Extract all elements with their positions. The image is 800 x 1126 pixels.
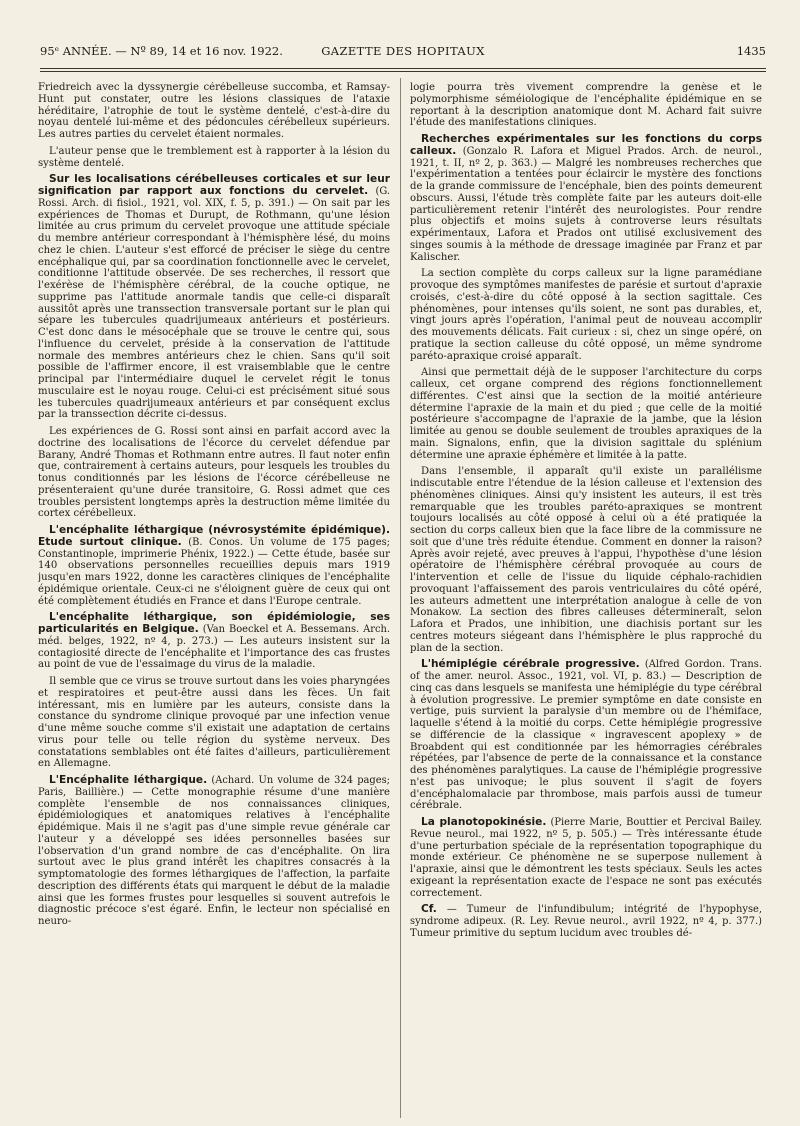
article-paragraph — [38, 612, 390, 671]
article-body: Très intéressante étude d'une perturbation spéciale de la représentation topographique du monde extérieur. Ce phénomène ne se superpose nullement à l'apraxie, ainsi que le démontrent les tests spéciaux. Seuls les actes exigeant la représentation exacte de l'espace ne sont pas exécutés correctement. — [410, 828, 762, 899]
article-paragraph — [38, 174, 390, 421]
article-paragraph — [410, 904, 762, 939]
article-body: Les auteurs insistent sur la contagiosité directe de l'encéphalite et l'importance des cas frustes au point de vue de l'essaimage du virus de la maladie. — [38, 635, 390, 671]
article-heading: L'hémiplégie cérébrale progressive. — [421, 658, 640, 671]
article-reference: — Tumeur de l'infundibulum; intégrité de l'hypophyse, syndrome adipeux. (R. Ley. Revue neurol., avril 1922, nº 4, p. 377.) — [410, 904, 762, 927]
article-reference: (B. Conos. Un volume de 175 pages; Constantinople, imprimerie Phénix, 1922.) — — [38, 536, 390, 560]
article-reference: (G. Rossi. Arch. di fisiol., 1921, vol. XIX, f. 5, p. 391.) — — [38, 186, 390, 209]
article-paragraph: Il semble que ce virus se trouve surtout dans les voies pharyngées et respiratoires et peut-être aussi dans les fèces. Un fait intéressant, mis en lumière par les auteurs, consiste dans la constance du syndrome clinique provoqué par une infection venue d'une même souche comme s'il existait une adaptation de certains virus pour telle ou telle région du système nerveux. Des constatations semblables ont été faites d'ailleurs, particulièrement en Allemagne. — [38, 676, 390, 770]
article-body: On sait par les expériences de Thomas et Durupt, de Rothmann, qu'une lésion limitée au crus primum du cervelet provoque une attitude spéciale du membre antérieur correspondant à l'hémisphère lésé, du moins chez le chien. L'auteur s'est efforcé de préciser le siège du centre encéphalique qui, par sa coordination fonctionnelle avec le cervelet, conditionne l'attitude observée. De ses recherches, il ressort que l'exérèse de l'hémisphère cérébral, de la couche optique, ne supprime pas l'attitude anormale tandis que celle-ci disparaît aussitôt après une transsection transversale portant sur le plan qui sépare les tubercules quadrijumeaux antérieurs et postérieurs. C'est donc dans le mésocéphale que se trouve le centre qui, sous l'influence du cervelet, préside à la conservation de l'attitude normale des membres antérieurs chez le chien. Sans qu'il soit possible de l'affirmer encore, il est vraisemblable que le centre principal par l'intermédiaire duquel le cervelet régit le tonus musculaire est le noyau rouge. Celui-ci est précisément situé sous les tubercules quadrijumeaux antérieurs et par conséquent exclus par la transsection décrite ci-dessus. — [38, 197, 390, 421]
right-column — [410, 82, 762, 1118]
article-body: Cette monographie résume d'une manière complète l'ensemble de nos connaissances cliniques, épidémiologiques et anatomiques relatives à l'encéphalite épidémique. Mais il ne s'agit pas d'une simple revue générale car l'auteur y a développé ses idées personnelles basées sur l'observation d'un grand nombre de cas d'encéphalite. On lira surtout avec le plus grand intérêt les chapitres consacrés à la symptomatologie des formes léthargiques de l'affection, la parfaite description des différents états qui marquent le début de la maladie ainsi que les formes frustes pour lesquelles si souvent autrefois le diagnostic précoce s'est égaré. Enfin, le lecteur non spécialisé en neuro- — [38, 786, 390, 927]
header-rule — [40, 68, 766, 69]
article-heading: Sur les localisations cérébelleuses corticales et sur leur signification par rapport aux fonctions du cervelet. — [38, 173, 390, 197]
article-body: Description de cinq cas dans lesquels se manifesta une hémiplégie du type cérébral à évolution progressive. Le premier symptôme en date consiste en vertige, puis survient la paralysie d'un membre ou de l'hémiface, laquelle s'étend à la moitié du corps. Cette hémiplégie progressive se différencie de la classique « ingravescent apoplexy » de Broabdent qui est conditionnée par les hémorragies cérébrales répétées, par l'absence de perte de la connaissance et la constance des phénomènes paralytiques. La cause de l'hémiplégie progressive n'est pas univoque; le plus souvent il s'agit de foyers d'encéphalomalacie par thrombose, mais parfois aussi de tumeur cérébrale. — [410, 671, 762, 812]
issue-info: 95ᵉ ANNÉE. — Nº 89, 14 et 16 nov. 1922. — [40, 44, 283, 58]
intro-paragraph: Friedreich avec la dyssynergie cérébelleuse succomba, et Ramsay-Hunt put constater, outre les lésions classiques de l'ataxie héréditaire, l'atrophie de tout le système dentelé, c'est-à-dire du noyau dentelé lui-même et des pédoncules cérébelleux supérieurs. Les autres parties du cervelet étaient normales. — [38, 82, 390, 140]
article-paragraph — [410, 817, 762, 899]
intro-paragraph: L'auteur pense que le tremblement est à rapporter à la lésion du système dentelé. — [38, 145, 390, 169]
article-paragraph — [38, 775, 390, 928]
intro-paragraph: logie pourra très vivement comprendre la genèse et le polymorphisme séméiologique de l'encéphalite épidémique en se reportant à la description anatomique dont M. Achard fait suivre l'étude des manifestations cliniques. — [410, 82, 762, 129]
article-heading: La planotopokinésie. — [421, 816, 547, 828]
article-body: Tumeur primitive du septum lucidum avec troubles dé- — [410, 927, 693, 939]
article-heading: L'Encéphalite léthargique. — [49, 774, 208, 786]
header-rule-double — [40, 71, 766, 72]
column-separator — [400, 78, 401, 1118]
article-heading: Cf. — [421, 903, 437, 916]
article-heading: L'encéphalite léthargique (névrosystémite épidémique). Etude surtout clinique. — [38, 524, 390, 548]
article-reference: (Pierre Marie, Bouttier et Percival Bailey. Revue neurol., mai 1922, nº 5, p. 505.) — — [410, 817, 762, 840]
page-header — [40, 44, 766, 62]
article-body: Cette étude, basée sur 140 observations personnelles recueillies depuis mars 1919 jusqu'en mars 1922, donne les caractères cliniques de l'encéphalite épidémique orientale. Ceux-ci ne s'éloignent guère de ceux qui ont été complètement étudiés en France et dans l'Europe centrale. — [38, 548, 390, 607]
article-paragraph — [410, 659, 762, 812]
journal-title: GAZETTE DES HOPITAUX — [321, 44, 485, 58]
article-reference: (Gonzalo R. Lafora et Miguel Prados. Arch. de neurol., 1921, t. II, nº 2, p. 363.) — — [410, 145, 762, 169]
article-reference: (Achard. Un volume de 324 pages; Paris, Baillière.) — — [38, 775, 390, 798]
article-paragraph: Les expériences de G. Rossi sont ainsi en parfait accord avec la doctrine des localisations de l'écorce du cervelet défendue par Barany, André Thomas et Rothmann entre autres. Il faut noter enfin que, contrairement à certains auteurs, pour lesquels les troubles du tonus conditionnés par les lésions de l'écorce cérébelleuse ne présenteraient qu'une durée transitoire, G. Rossi admet que ces troubles persistent longtemps après la destruction même limitée du cortex cérébelleux. — [38, 426, 390, 520]
page-number: 1435 — [736, 44, 766, 58]
article-heading: L'encéphalite léthargique, son épidémiologie, ses particularités en Belgique. — [38, 611, 390, 635]
article-paragraph: Ainsi que permettait déjà de le supposer l'architecture du corps calleux, cet organe comprend des régions fonctionnellement différentes. C'est ainsi que la section de la moitié antérieure détermine l'apraxie de la main et du pied ; que celle de la moitié postérieure s'accompagne de l'apraxie de la jambe, que la lésion limitée au genou se double seulement de troubles apraxiques de la main. Signalons, enfin, que la division sagittale du splénium détermine une apraxie éphémère et limitée à la patte. — [410, 367, 762, 461]
article-paragraph: Dans l'ensemble, il apparaît qu'il existe un parallélisme indiscutable entre l'étendue de la lésion calleuse et l'extension des phénomènes cliniques. Ainsi qu'y insistent les auteurs, il est très remarquable que les troubles parétо-apraxiques se montrent toujours localisés au côté opposé à celui où a été pratiquée la section du corps calleux bien que la face libre de la commissure ne soit que d'une très réduite étendue. Comment en donner la raison? Après avoir rejeté, avec preuves à l'appui, l'hypothèse d'une lésion opératoire de l'hémisphère cérébral provoquée au cours de l'intervention et celle de l'issue du liquide céphalo-rachidien provoquant l'affaissement des parois ventriculaires du côté opéré, les auteurs admettent une interprétation analogue à celle de von Monakow. La section des fibres calleuses détermineraît, selon Lafora et Prados, une inhibition, une diachisis portant sur les centres moteurs siégeant dans l'hémisphère le plus rapproché du plan de la section. — [410, 466, 762, 654]
article-body: Malgré les nombreuses recherches que l'expérimentation a tentées pour éclaircir le mystère des fonctions de la grande commissure de l'encéphale, bien des points demeurent obscurs. Aussi, l'étude très complète faite par les auteurs doit-elle particulièrement retenir l'intérêt des neurologistes. Pour rendre plus objectifs et moins sujets à controverse leurs résultats expérimentaux, Lafora et Prados ont utilisé exclusivement des singes soumis à la méthode de dressage imaginée par Franz et par Kalischer. — [410, 157, 762, 263]
article-reference: (Alfred Gordon. Trans. of the amer. neurol. Assoc., 1921, vol. VI, p. 83.) — — [410, 659, 762, 682]
article-heading: Recherches expérimentales sur les fonctions du corps calleux. — [410, 133, 762, 157]
left-column — [38, 82, 390, 1118]
article-paragraph — [38, 525, 390, 607]
article-reference: (Van Boeckel et A. Bessemans. Arch. méd. belges, 1922, nº 4, p. 273.) — — [38, 624, 390, 647]
article-paragraph — [410, 134, 762, 263]
article-paragraph: La section complète du corps calleux sur la ligne paramédiane provoque des symptômes manifestes de parésie et surtout d'apraxie croisés, c'est-à-dire du côté opposé à la section sagittale. Ces phénomènes, pour intenses qu'ils soient, ne sont pas durables, et, vingt jours après l'opération, l'animal peut de nouveau accomplir des mouvements délicats. Fait curieux : si, chez un singe opéré, on pratique la section calleuse du côté opposé, un même syndrome parétо-apraxique croisé apparaît. — [410, 268, 762, 362]
